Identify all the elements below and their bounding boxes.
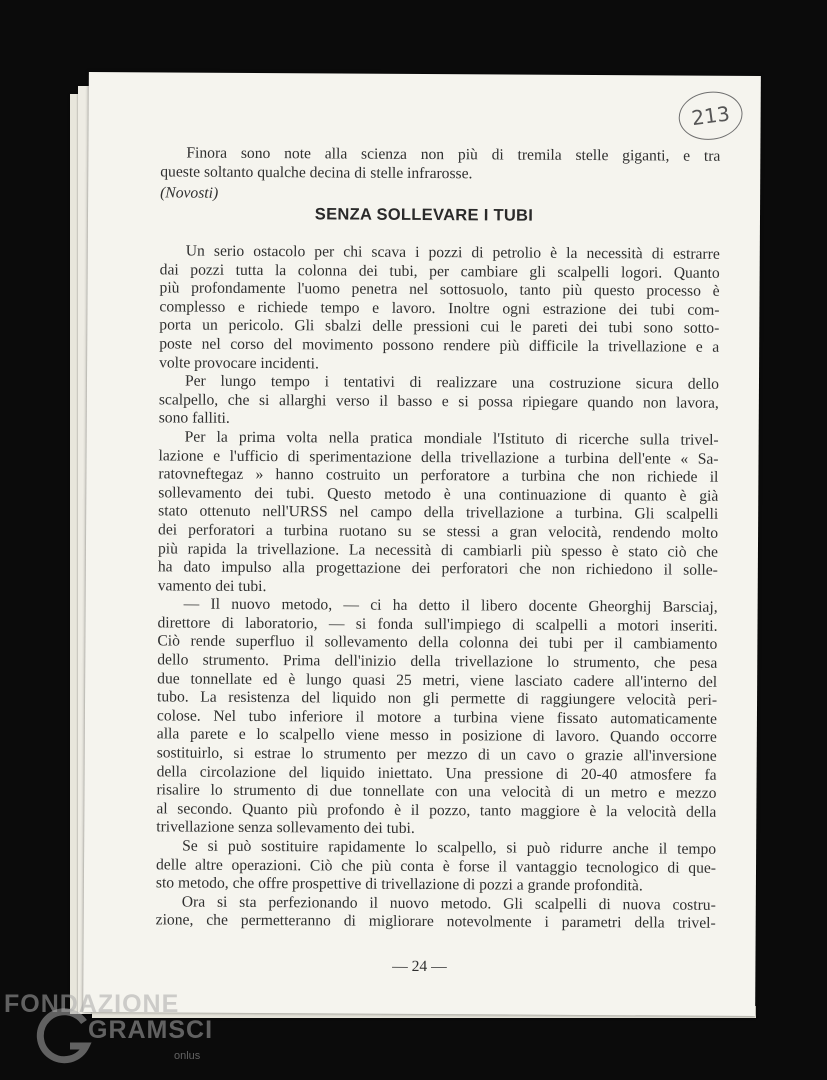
body-line: tubo. La resistenza del liquido non gli permette di raggiungere velocità peri- [157,688,718,710]
body-line: ha dato impulso alla progettazione dei perforatori che non richiedono il solle- [157,558,718,579]
body-line: risalire lo strumento di due tonnellate con una velocità di un metro e mezzo [156,781,717,803]
body-line: zione, che permetteranno di migliorare notevolmente i parametri della trivel- [155,911,716,933]
body-line: delle altre operazioni. Ciò che più conta è forse il vantaggio tecnologico di que- [155,855,717,877]
body-line: dei perforatori a turbina ruotano su se stessi a gran velocità, rendendo molto [158,521,719,542]
body-line: Per lungo tempo i tentativi di realizzare una costruzione sicura dello [184,372,720,393]
body-line: complesso e richiede tempo e lavoro. Inoltre ogni estrazione dei tubi com- [159,298,720,319]
archive-number: 213 [690,101,732,131]
gramsci-g-logo-icon [36,1008,96,1068]
body-line: Per la prima volta nella pratica mondiale l'Istituto di ricerche sulla trivel- [184,428,719,449]
body-line: direttore di laboratorio, — si fonda sull'impiego di scalpelli a motori inseriti. [157,614,718,635]
body-line: colose. Nel tubo inferiore il motore a turbina viene fissato automaticamente [156,707,717,728]
paragraph-4 [156,596,717,841]
body-line: sto metodo, che offre prospettive di trivellazione di pozzi a grande profondità. [155,874,643,895]
body-line: Ciò rende superfluo il sollevamento della colonna dei tubi per il cambiamento [157,632,718,654]
body-line: poste nel corso del movimento possono rendere più difficile la trivellazione e a [159,335,720,356]
watermark-line-3: onlus [174,1050,201,1062]
body-line: Se si può sostituire rapidamente lo scalpello, si può ridurre anche il tempo [182,837,717,858]
body-line: più rapida la trivellazione. La necessità di cambiarli più spesso è stato ciò che [157,539,719,561]
page-number: — 24 — [392,957,447,976]
watermark-line-2: GRAMSCI [88,1016,214,1044]
body-line: — Il nuovo metodo, — ci ha detto il libero docente Gheorghij Barsciaj, [183,595,718,617]
article-heading: SENZA SOLLEVARE I TUBI [314,205,534,225]
paragraph-6 [156,893,716,934]
paragraph-3 [158,428,719,599]
paragraph-2 [159,373,719,432]
intro-line: Finora sono note alla scienza non più di tremila stelle giganti, e tra [186,144,721,165]
fondazione-gramsci-watermark [4,986,214,1076]
body-line: alla parete e lo scalpello viene messo in posizione di lavoro. Quando occorre [156,725,717,747]
body-line: scalpello, che si allarghi verso il basso e si possa ripiegare quando non lavora, [158,391,719,412]
body-line: dello strumento. Prima dell'inizio della trivellazione lo strumento, che pesa [157,651,718,672]
body-line: due tonnellate ed è lungo quasi 25 metri, viene lasciato cadere all'interno del [157,670,718,691]
body-line: stato ottenuto nell'URSS nel campo della trivellazione a turbina. Gli scalpelli [158,502,719,524]
body-line: al secondo. Quanto più profondo è il pozzo, tanto maggiore è la velocità della [156,800,717,821]
paragraph-5 [156,837,716,896]
body-line: ratovneftegaz » hanno costruito un perforatore a turbina che non richiede il [158,465,719,486]
body-line: Ora si sta perfezionando il nuovo metodo. Gli scalpelli di nuova costru- [181,893,716,914]
body-line: porta un pericolo. Gli sbalzi delle pressioni cui le pareti dei tubi sono sotto- [159,316,720,338]
body-line: sono falliti. [158,409,230,428]
body-line: trivellazione senza sollevamento dei tubi. [156,818,415,838]
body-line: Un serio ostacolo per chi scava i pozzi di petrolio è la necessità di estrarre [185,242,720,263]
body-line: sostituirlo, si estrae lo strumento per mezzo di un cavo o grazie all'inversione [156,744,717,765]
body-line: dai pozzi tutta la colonna dei tubi, per cambiare gli scalpelli logori. Quanto [159,260,720,282]
body-line: volte provocare incidenti. [159,353,319,372]
source-credit: (Novosti) [160,184,219,202]
body-line: sollevamento dei tubi. Questo metodo è una continuazione di quanto è già [158,484,719,505]
body-line: vamento dei tubi. [157,577,267,595]
intro-line: queste soltanto qualche decina di stelle infrarosse. [160,162,473,182]
document-page [83,72,761,1016]
intro-paragraph [160,144,720,185]
paragraph-1 [159,242,720,376]
archive-number-mark [676,88,746,144]
body-line: della circolazione del liquido iniettato. Una pressione di 20-40 atmosfere fa [156,763,717,784]
watermark-line-1: FONDAZIONE [4,990,180,1018]
article-body [156,242,720,933]
body-line: più profondamente l'uomo penetra nel sottosuolo, tanto più questo processo è [159,279,720,301]
body-line: lazione e l'ufficio di sperimentazione della trivellazione a turbina dell'ente « Sa- [158,446,719,468]
